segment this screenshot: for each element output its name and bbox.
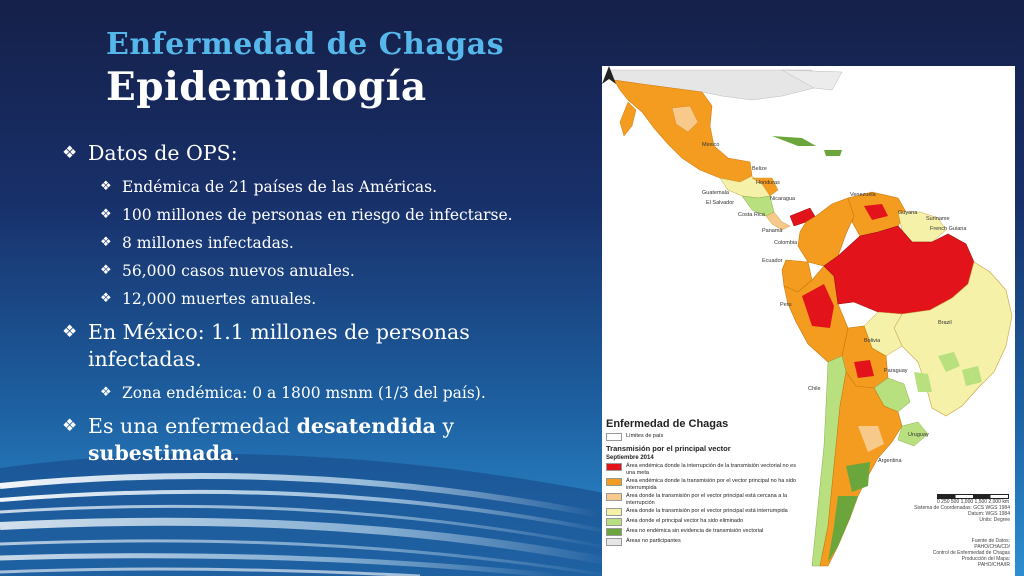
bullet-text-pre: Es una enfermedad [88, 414, 297, 438]
title-line-1: Enfermedad de Chagas [106, 27, 505, 62]
bullet-bold-subestimada: subestimada [88, 441, 234, 465]
source-org: Control de Enfermedad de Chagas [932, 550, 1010, 556]
sub-bullet [100, 201, 582, 229]
legend-text: Área donde la transmisión por el vector principal está interrumpida [626, 508, 788, 514]
legend-swatch [606, 518, 622, 526]
label-suriname: Suriname [926, 216, 950, 222]
map-credits [910, 538, 1010, 568]
legend-row [606, 463, 806, 476]
label-belize: Belize [752, 166, 767, 172]
legend-row [606, 493, 806, 506]
label-brazil: Brazil [938, 320, 952, 326]
legend-subtitle: Transmisión por el principal vector [606, 444, 731, 453]
legend-swatch [606, 538, 622, 546]
legend-swatch [606, 528, 622, 536]
units-text: Units: Degree [979, 517, 1010, 523]
bullet-mexico [62, 319, 582, 373]
sub-bullet-text: 100 millones de personas en riesgo de infectarse. [122, 206, 513, 224]
sub-bullet-text: 56,000 casos nuevos anuales. [122, 262, 355, 280]
map-scale [937, 494, 1009, 505]
legend-title: Enfermedad de Chagas [606, 418, 729, 430]
sub-bullet-text: 12,000 muertes anuales. [122, 290, 317, 308]
bullet-text: Datos de OPS: [88, 141, 238, 165]
label-honduras: Honduras [756, 180, 780, 186]
legend-text: Límites de país [626, 433, 664, 439]
sub-bullet [100, 285, 582, 313]
map-coordinates [910, 505, 1010, 523]
sub-bullet [100, 173, 582, 201]
bullet-list [62, 140, 582, 473]
sub-bullet [100, 379, 582, 407]
label-mexico: Mexico [702, 142, 720, 148]
legend-swatch [606, 493, 622, 501]
bullet-text: En México: 1.1 millones de personas infectadas. [88, 320, 470, 371]
label-paraguay: Paraguay [884, 368, 908, 374]
legend-row [606, 478, 806, 491]
source-value: PAHO/CHA/CD/ [974, 544, 1010, 550]
legend-text: Área donde el principal vector ha sido eliminado [626, 518, 744, 524]
label-colombia: Colombia [774, 240, 798, 246]
sub-bullet-text: Endémica de 21 países de las Américas. [122, 178, 438, 196]
diamond-bullet-icon: ❖ [62, 143, 78, 163]
diamond-bullet-icon: ❖ [62, 416, 78, 436]
diamond-bullet-icon: ❖ [100, 235, 112, 250]
legend-text: Área no endémica sin evidencia de transmisión vectorial [626, 528, 764, 534]
sub-bullet [100, 229, 582, 257]
scale-unit: km [1002, 499, 1010, 505]
bullet-datos-ops [62, 140, 582, 167]
label-ecuador: Ecuador [762, 258, 783, 264]
legend-swatch [606, 478, 622, 486]
label-costa-rica: Costa Rica [738, 212, 765, 218]
label-argentina: Argentina [878, 458, 902, 464]
slide-title [106, 27, 505, 110]
legend-row [606, 518, 806, 526]
label-guatemala: Guatemala [702, 190, 729, 196]
producer-label: Producción del Mapa: [961, 556, 1010, 562]
diamond-bullet-icon: ❖ [62, 322, 78, 342]
legend-row [606, 538, 806, 546]
producer-value: PAHO/CHA/IR [977, 562, 1010, 568]
label-uruguay: Uruguay [908, 432, 929, 438]
legend-row-limits [606, 433, 806, 441]
title-line-2: Epidemiología [106, 64, 427, 110]
label-guyana: Guyana [898, 210, 918, 216]
bullet-text-mid: y [435, 414, 455, 438]
bullet-desatendida [62, 413, 582, 467]
label-el-salvador: El Salvador [706, 200, 735, 206]
label-venezuela: Venezuela [850, 192, 876, 198]
label-nicaragua: Nicaragua [770, 196, 796, 202]
sub-bullet-text: 8 millones infectadas. [122, 234, 294, 252]
label-french-guiana: French Guiana [930, 226, 967, 232]
diamond-bullet-icon: ❖ [100, 207, 112, 222]
legend-text: Área donde la transmisión por el vector principal está cercana a la interrupción [626, 493, 788, 506]
diamond-bullet-icon: ❖ [100, 263, 112, 278]
legend-swatch [606, 433, 622, 441]
scale-text: 0 250 500 1,000 1,500 2,000 [937, 499, 1001, 505]
legend-swatch [606, 463, 622, 471]
diamond-bullet-icon: ❖ [100, 179, 112, 194]
bullet-text-end: . [233, 441, 240, 465]
north-arrow-icon [602, 66, 616, 84]
coords-text: Sistema de Coordenadas: GCS WGS 1984 [914, 505, 1010, 511]
legend-date: Septiembre 2014 [606, 455, 654, 461]
label-panama: Panamá [762, 228, 783, 234]
legend-row [606, 528, 806, 536]
legend-swatch [606, 508, 622, 516]
legend-row [606, 508, 806, 516]
source-label: Fuente de Datos: [971, 538, 1010, 544]
map-legend [606, 418, 806, 546]
diamond-bullet-icon: ❖ [100, 385, 112, 400]
legend-text: Área endémica donde la transmisión por el vector principal no ha sido interrumpida [626, 478, 796, 491]
sub-bullet-text: Zona endémica: 0 a 1800 msnm (1/3 del país). [122, 384, 486, 402]
label-bolivia: Bolivia [864, 338, 881, 344]
label-peru: Peru [780, 302, 792, 308]
legend-text: Áreas no participantes [626, 538, 681, 544]
diamond-bullet-icon: ❖ [100, 291, 112, 306]
legend-text: Área endémica donde la interrupción de la transmisión vectorial no es una meta [626, 463, 796, 476]
sub-bullet [100, 257, 582, 285]
datum-text: Datum: WGS 1984 [968, 511, 1010, 517]
chagas-map [602, 66, 1015, 576]
label-chile: Chile [808, 386, 821, 392]
bullet-bold-desatendida: desatendida [296, 414, 436, 438]
